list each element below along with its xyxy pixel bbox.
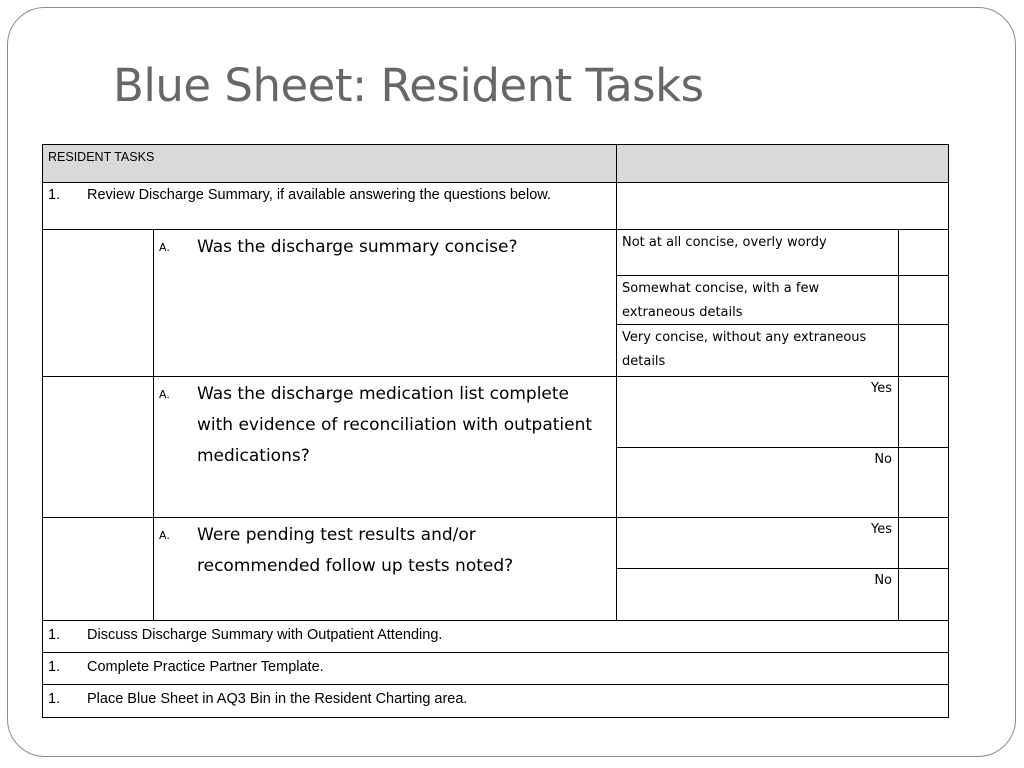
spacer-cell [43,230,154,377]
question-row-medication [43,377,949,448]
no-label: No [874,452,892,467]
slide-title: Blue Sheet: Resident Tasks [113,59,704,112]
option-cell [617,377,899,448]
option-answer-box[interactable] [899,276,949,325]
option-answer-box[interactable] [899,230,949,276]
task-text: Review Discharge Summary, if available answering the questions below. [87,187,551,203]
task-row-bin [43,685,949,718]
task-number: 1. [48,691,61,707]
question-row-pending-tests [43,518,949,569]
task-text: Place Blue Sheet in AQ3 Bin in the Resident Charting area. [87,691,468,707]
resident-tasks-table [42,144,949,718]
question-cell [154,230,617,377]
option-cell [617,518,899,569]
option-answer-box[interactable] [899,325,949,377]
task-row-template [43,653,949,685]
option-cell [617,276,899,325]
option-answer-box[interactable] [899,377,949,448]
task-row-review [43,183,949,230]
spacer-cell [43,377,154,518]
option-answer-box[interactable] [899,569,949,621]
header-cell [43,145,617,183]
header-label: RESIDENT TASKS [48,150,155,164]
no-label: No [874,573,892,588]
header-empty-cell [617,145,949,183]
question-row-concise [43,230,949,276]
option-label: Very concise, without any extraneous details [622,330,867,369]
option-label: Somewhat concise, with a few extraneous details [622,281,820,320]
task-cell [43,685,949,718]
table-header-row [43,145,949,183]
question-cell [154,518,617,621]
task-cell [43,183,617,230]
yes-label: Yes [871,381,892,396]
option-cell [617,325,899,377]
task-number: 1. [48,627,61,643]
task-number: 1. [48,659,61,675]
question-cell [154,377,617,518]
task-number: 1. [48,187,61,203]
task-cell [43,653,949,685]
yes-label: Yes [871,522,892,537]
option-label: Not at all concise, overly wordy [622,235,827,250]
task-cell [43,621,949,653]
option-answer-box[interactable] [899,518,949,569]
option-cell [617,448,899,518]
question-text: Was the discharge summary concise? [197,237,518,257]
question-letter: A. [159,241,170,254]
question-letter: A. [159,388,170,401]
question-text: Was the discharge medication list complete with evidence of reconciliation with outpatient medications? [197,384,593,466]
spacer-cell [43,518,154,621]
option-answer-box[interactable] [899,448,949,518]
question-text: Were pending test results and/or recommended follow up tests noted? [197,525,514,576]
task-text: Discuss Discharge Summary with Outpatient Attending. [87,627,443,643]
question-letter: A. [159,529,170,542]
option-cell [617,230,899,276]
option-cell [617,569,899,621]
task-row-discuss [43,621,949,653]
task-text: Complete Practice Partner Template. [87,659,324,675]
task-empty-cell [617,183,949,230]
